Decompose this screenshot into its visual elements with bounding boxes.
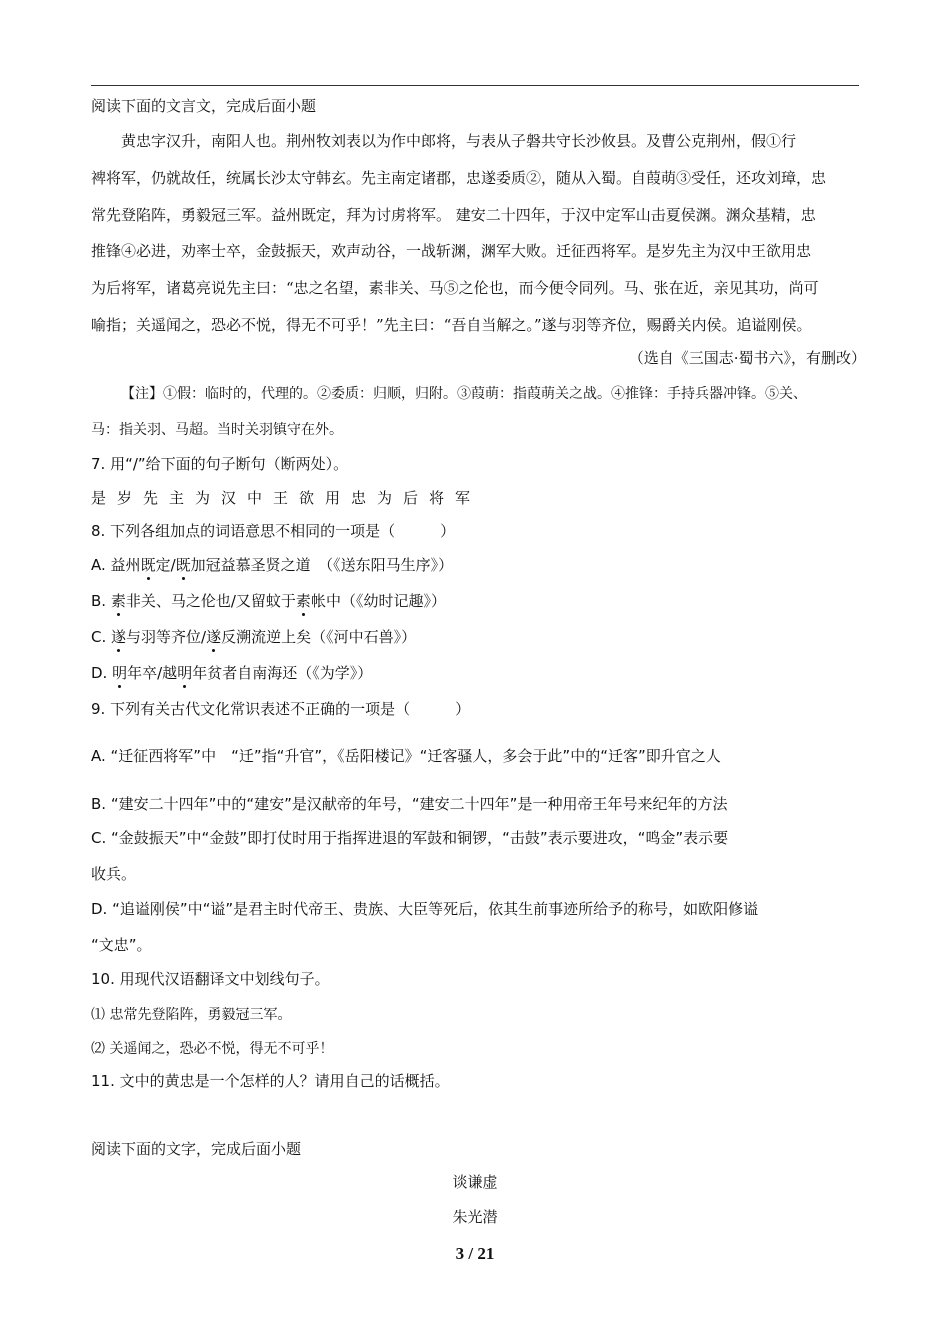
notes-line: 马：指关羽、马超。当时关羽镇守在外。 bbox=[91, 422, 343, 438]
dotted-word: 素 bbox=[295, 592, 311, 610]
q9-option-c-cont: 收兵。 bbox=[91, 865, 137, 883]
option-text: 加冠益慕圣贤之道 （《送东阳马生序》） bbox=[190, 556, 454, 574]
passage-line: 裨将军，仍就故任，统属长沙太守韩玄。先主南定诸郡，忠遂委质②，随从入蜀。自葭萌③受任，还攻刘璋，忠 bbox=[91, 169, 827, 187]
option-text: 益州 bbox=[110, 556, 141, 574]
option-text: 年贫者自南海还（《为学》） bbox=[192, 664, 373, 682]
passage-line: 常先登陷阵，勇毅冠三军。益州既定，拜为讨虏将军。 建安二十四年，于汉中定军山击夏侯渊。渊众基精，忠 bbox=[91, 206, 816, 224]
passage-source: （选自《三国志·蜀书六》，有删改） bbox=[628, 349, 866, 367]
passage-line: 喻指；关遥闻之，恐必不悦，得无不可乎！”先主曰：“吾自当解之。”遂与羽等齐位，赐爵关内侯。追谥刚侯。 bbox=[91, 316, 812, 334]
q8-stem: 8. 下列各组加点的词语意思不相同的一项是（ ） bbox=[91, 522, 456, 540]
section1-intro: 阅读下面的文言文，完成后面小题 bbox=[91, 97, 317, 115]
q10-item-2: ⑵ 关遥闻之，恐必不悦，得无不可乎！ bbox=[91, 1041, 334, 1057]
q8-option-d bbox=[91, 662, 861, 683]
header-rule bbox=[91, 85, 859, 86]
notes-line: 【注】①假：临时的，代理的。②委质：归顺，归附。③葭萌：指葭萌关之战。④推锋：手持兵器冲锋。⑤关、 bbox=[121, 386, 807, 402]
option-text: 定/ bbox=[155, 556, 176, 574]
dotted-word: 素 bbox=[110, 592, 126, 610]
passage-line: 推锋④必进，劝率士卒，金鼓振天，欢声动谷，一战斩渊，渊军大败。迁征西将军。是岁先主为汉中王欲用忠 bbox=[91, 242, 812, 260]
option-label: A. bbox=[91, 556, 106, 574]
q9-option-d-cont: “文忠”。 bbox=[91, 936, 152, 954]
q11-stem: 11. 文中的黄忠是一个怎样的人？请用自己的话概括。 bbox=[91, 1072, 450, 1090]
q9-option-d: D. “追谥刚侯”中“谥”是君主时代帝王、贵族、大臣等死后，依其生前事迹所给予的称号，如欧阳修谥 bbox=[91, 900, 759, 918]
option-text: 非关、马之伦也/又留蚊于 bbox=[125, 592, 296, 610]
passage-line: 黄忠字汉升，南阳人也。荆州牧刘表以为作中郎将，与表从子磐共守长沙攸县。及曹公克荆州，假①行 bbox=[121, 132, 797, 150]
article-author: 朱光潜 bbox=[452, 1208, 498, 1226]
dotted-word: 明 bbox=[112, 664, 128, 682]
section2-intro: 阅读下面的文字，完成后面小题 bbox=[91, 1140, 302, 1158]
option-text: 与羽等齐位/ bbox=[126, 628, 207, 646]
q9-option-c: C. “金鼓振天”中“金鼓”即打仗时用于指挥进退的军鼓和铜锣，“击鼓”表示要进攻，“鸣金”表示要 bbox=[91, 829, 729, 847]
dotted-word: 遂 bbox=[111, 628, 127, 646]
option-text: 年卒/越 bbox=[127, 664, 178, 682]
dotted-word: 既 bbox=[175, 556, 191, 574]
option-label: D. bbox=[91, 664, 108, 682]
q9-option-a: A. “迁征西将军”中 “迁”指“升官”，《岳阳楼记》“迁客骚人，多会于此”中的“迁客”即升官之人 bbox=[91, 747, 721, 765]
dotted-word: 既 bbox=[140, 556, 156, 574]
option-label: B. bbox=[91, 592, 107, 610]
q10-stem: 10. 用现代汉语翻译文中划线句子。 bbox=[91, 970, 330, 988]
option-text: 帐中（《幼时记趣》） bbox=[310, 592, 446, 610]
page-number: 3 / 21 bbox=[455, 1244, 495, 1263]
q7-stem: 7. 用“/”给下面的句子断句（断两处）。 bbox=[91, 455, 349, 473]
q10-item-1: ⑴ 忠常先登陷阵，勇毅冠三军。 bbox=[91, 1007, 292, 1023]
dotted-word: 明 bbox=[177, 664, 193, 682]
q9-option-b: B. “建安二十四年”中的“建安”是汉献帝的年号，“建安二十四年”是一种用帝王年号来纪年的方法 bbox=[91, 795, 728, 813]
q8-option-b bbox=[91, 590, 861, 611]
passage-line: 为后将军，诸葛亮说先主曰：“忠之名望，素非关、马⑤之伦也，而今便令同列。马、张在近，亲见其功，尚可 bbox=[91, 279, 819, 297]
q8-option-c bbox=[91, 626, 861, 647]
q8-option-a bbox=[91, 554, 861, 575]
option-text: 反溯流逆上矣（《河中石兽》） bbox=[221, 628, 417, 646]
article-title: 谈谦虚 bbox=[452, 1173, 498, 1191]
q9-stem: 9. 下列有关古代文化常识表述不正确的一项是（ ） bbox=[91, 700, 471, 718]
option-label: C. bbox=[91, 628, 107, 646]
dotted-word: 遂 bbox=[206, 628, 222, 646]
q7-sentence: 是岁先主为汉中王欲用忠为后将军 bbox=[91, 489, 482, 507]
